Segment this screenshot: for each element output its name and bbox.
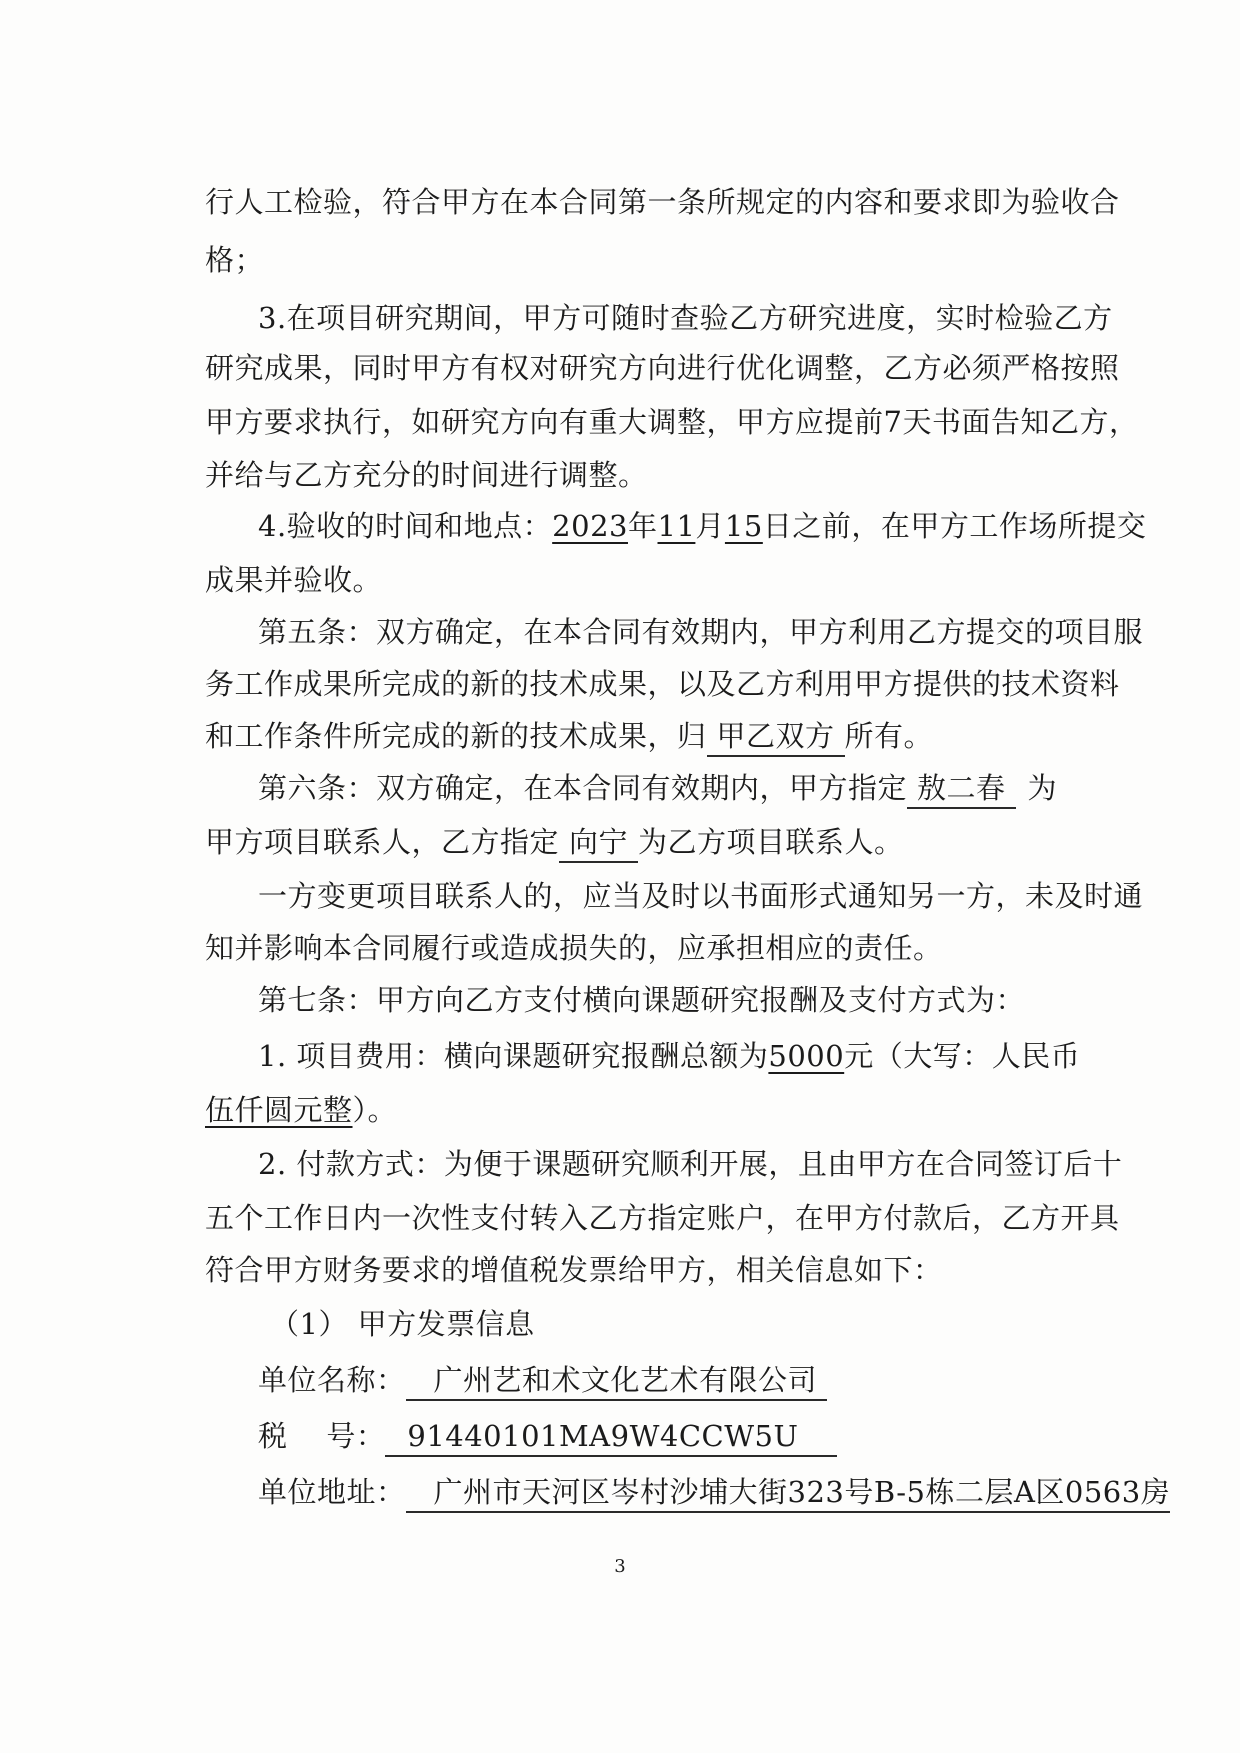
- paragraph-line: 甲方要求执行，如研究方向有重大调整，甲方应提前7天书面告知乙方，: [205, 405, 1139, 439]
- project-fee-suffix: 元（大写：人民币: [844, 1039, 1081, 1073]
- year-suffix: 年: [627, 509, 658, 543]
- party-a-contact-suffix: 为: [1027, 771, 1058, 805]
- tax-value: 91440101MA9W4CCW5U: [385, 1419, 837, 1457]
- ownership-suffix: 所有。: [844, 719, 934, 753]
- invoice-address-row: [258, 1472, 1170, 1513]
- paragraph-line: 行人工检验，符合甲方在本合同第一条所规定的内容和要求即为验收合: [205, 185, 1120, 219]
- amount-in-words: 伍仟圆元整: [205, 1093, 353, 1127]
- acceptance-month: 11: [657, 509, 696, 543]
- article-6-line: [258, 768, 1057, 809]
- party-b-contact: 向宁: [559, 825, 638, 863]
- article-6-prefix: 第六条：双方确定，在本合同有效期内，甲方指定: [258, 771, 908, 805]
- invoice-heading: （1） 甲方发票信息: [270, 1307, 535, 1341]
- acceptance-year: 2023: [552, 509, 628, 543]
- party-b-contact-suffix: 为乙方项目联系人。: [638, 825, 904, 859]
- address-value: 广州市天河区岑村沙埔大街323号B-5栋二层A区0563房: [406, 1475, 1171, 1513]
- article-6-contacts-line: [205, 822, 904, 863]
- payment-method-line: 2. 付款方式：为便于课题研究顺利开展，且由甲方在合同签订后十: [258, 1147, 1123, 1181]
- month-suffix: 月: [695, 509, 725, 543]
- paragraph-line: 成果并验收。: [205, 563, 383, 597]
- project-fee-prefix: 1. 项目费用：横向课题研究报酬总额为: [258, 1039, 769, 1073]
- ownership-prefix: 和工作条件所完成的新的技术成果，归: [205, 719, 707, 753]
- amount-words-line: [205, 1090, 397, 1130]
- clause-3-line: 3.在项目研究期间，甲方可随时查验乙方研究进度，实时检验乙方: [258, 301, 1113, 335]
- project-fee-line: [258, 1036, 1080, 1076]
- article-5-line: 第五条：双方确定，在本合同有效期内，甲方利用乙方提交的项目服: [258, 615, 1144, 649]
- project-fee-amount: 5000: [768, 1039, 845, 1073]
- company-label: 单位名称：: [258, 1363, 406, 1397]
- page-number: 3: [614, 1556, 626, 1577]
- deadline-suffix: 日之前，在甲方工作场所提交: [762, 509, 1147, 543]
- party-b-prefix: 甲方项目联系人，乙方指定: [205, 825, 560, 859]
- paragraph-line: 格；: [205, 243, 265, 277]
- clause-4-line: [258, 506, 1146, 546]
- paragraph-line: 知并影响本合同履行或造成损失的，应承担相应的责任。: [205, 931, 943, 965]
- amount-words-suffix: ）。: [352, 1093, 398, 1127]
- address-label: 单位地址：: [258, 1475, 406, 1509]
- paragraph-line: 符合甲方财务要求的增值税发票给甲方，相关信息如下：: [205, 1253, 943, 1287]
- paragraph-line: 五个工作日内一次性支付转入乙方指定账户，在甲方付款后，乙方开具: [205, 1201, 1120, 1235]
- acceptance-day: 15: [724, 509, 763, 543]
- clause-4-label: 4.验收的时间和地点：: [258, 509, 553, 543]
- paragraph-line: 并给与乙方充分的时间进行调整。: [205, 458, 648, 492]
- article-7-line: 第七条：甲方向乙方支付横向课题研究报酬及支付方式为：: [258, 983, 1026, 1017]
- paragraph-line: 研究成果，同时甲方有权对研究方向进行优化调整，乙方必须严格按照: [205, 351, 1120, 385]
- tax-label: 税 号：: [258, 1419, 386, 1453]
- ownership-value: 甲乙双方: [707, 719, 845, 757]
- company-value: 广州艺和术文化艺术有限公司: [406, 1363, 828, 1401]
- invoice-company-row: [258, 1360, 827, 1401]
- article-5-ownership-line: [205, 716, 933, 757]
- paragraph-line: 一方变更项目联系人的，应当及时以书面形式通知另一方，未及时通: [258, 879, 1144, 913]
- invoice-tax-row: [258, 1416, 837, 1457]
- party-a-contact: 敖二春: [907, 771, 1016, 809]
- paragraph-line: 务工作成果所完成的新的技术成果，以及乙方利用甲方提供的技术资料: [205, 667, 1120, 701]
